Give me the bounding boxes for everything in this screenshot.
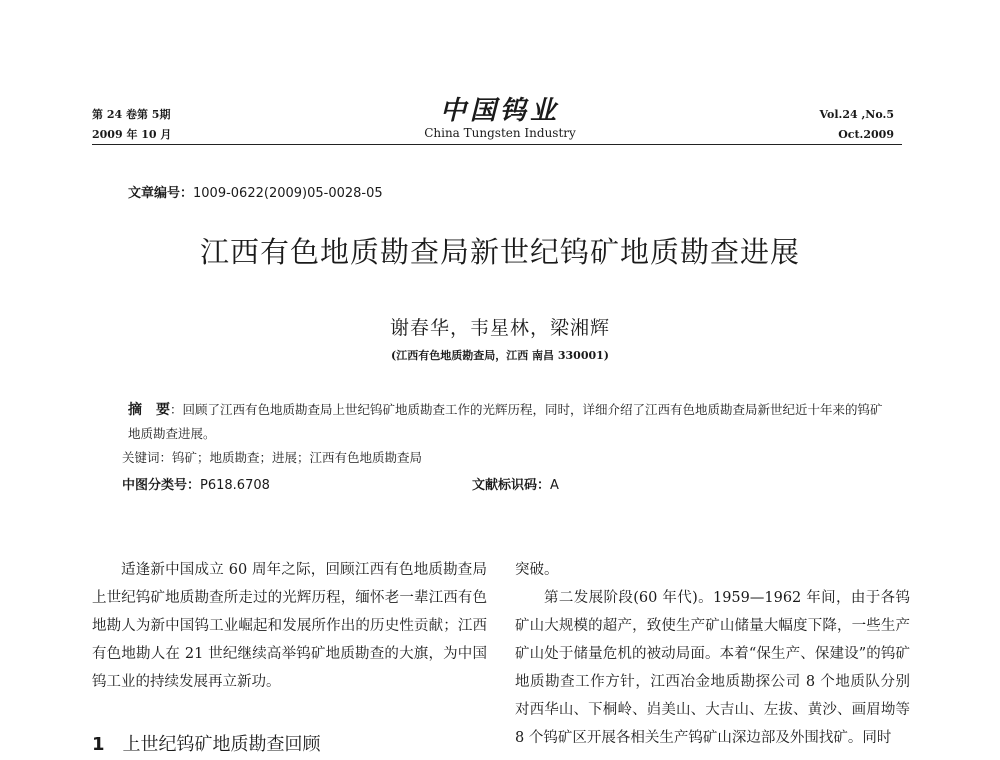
article-number — [128, 182, 383, 201]
article-number-label: 文章编号： — [128, 186, 194, 201]
clc-value: P618.6708 — [200, 478, 270, 493]
doc-value: A — [550, 478, 559, 493]
continued-text: 突破。 — [515, 562, 559, 578]
clc-label: 中图分类号： — [122, 478, 201, 493]
abstract — [128, 398, 888, 445]
article-number-value: 1009-0622(2009)05-0028-05 — [193, 186, 383, 201]
issue-date-en: Oct.2009 — [838, 128, 894, 141]
journal-name-en: China Tungsten Industry — [424, 126, 576, 140]
journal-name-cn: 中国钨业 — [439, 96, 560, 126]
section-number: 1 — [92, 734, 105, 755]
body-right-column — [515, 556, 910, 752]
issue-date-cn: 2009 年 10 月 — [92, 128, 172, 141]
volume-issue: 第 24 卷第 5期 — [92, 108, 171, 121]
keywords — [122, 448, 422, 466]
document-code — [472, 474, 559, 493]
keywords-value: 钨矿；地质勘查；进展；江西有色地质勘查局 — [172, 450, 423, 465]
keywords-label: 关键词： — [122, 450, 173, 465]
abstract-label: 摘 要 — [128, 402, 170, 418]
article-authors: 谢春华，韦星林，梁湘辉 — [389, 317, 610, 339]
journal-volume-en-block — [819, 105, 894, 145]
volume-issue-en: Vol.24 ,No.5 — [819, 108, 894, 121]
doc-label: 文献标识码： — [472, 478, 551, 493]
second-stage-paragraph: 第二发展阶段(60 年代)。1959—1962 年间，由于各钨矿山大规模的超产，致使生产矿山储量大幅度下降，一些生产矿山处于储量危机的被动局面。本着“保生产、保建设”的钨矿地质勘查工作方针，江西冶金地质勘探公司 8 个地质队分别对西华山、下桐岭、岿美山、大吉山、左拔、黄沙、画眉坳等 8 个钨矿区开展各相关生产钨矿山深边部及外围找矿。同时 — [515, 590, 910, 746]
body-left-column — [92, 556, 487, 696]
header-rule — [92, 144, 902, 145]
section-heading — [92, 730, 321, 756]
intro-paragraph: 适逢新中国成立 60 周年之际，回顾江西有色地质勘查局上世纪钨矿地质勘查所走过的光辉历程，缅怀老一辈江西有色地勘人为新中国钨工业崛起和发展所作出的历史性贡献；江西有色地勘人在 21 世纪继续高举钨矿地质勘查的大旗，为中国钨工业的持续发展再立新功。 — [92, 562, 487, 690]
section-title: 上世纪钨矿地质勘查回顾 — [122, 734, 321, 755]
clc-number — [122, 474, 270, 493]
article-affiliation: (江西有色地质勘查局，江西 南昌 330001) — [391, 349, 609, 362]
article-title: 江西有色地质勘查局新世纪钨矿地质勘查进展 — [199, 235, 800, 269]
abstract-text: ：回顾了江西有色地质勘查局上世纪钨矿地质勘查工作的光辉历程，同时，详细介绍了江西有色地质勘查局新世纪近十年来的钨矿地质勘查进展。 — [128, 402, 883, 441]
